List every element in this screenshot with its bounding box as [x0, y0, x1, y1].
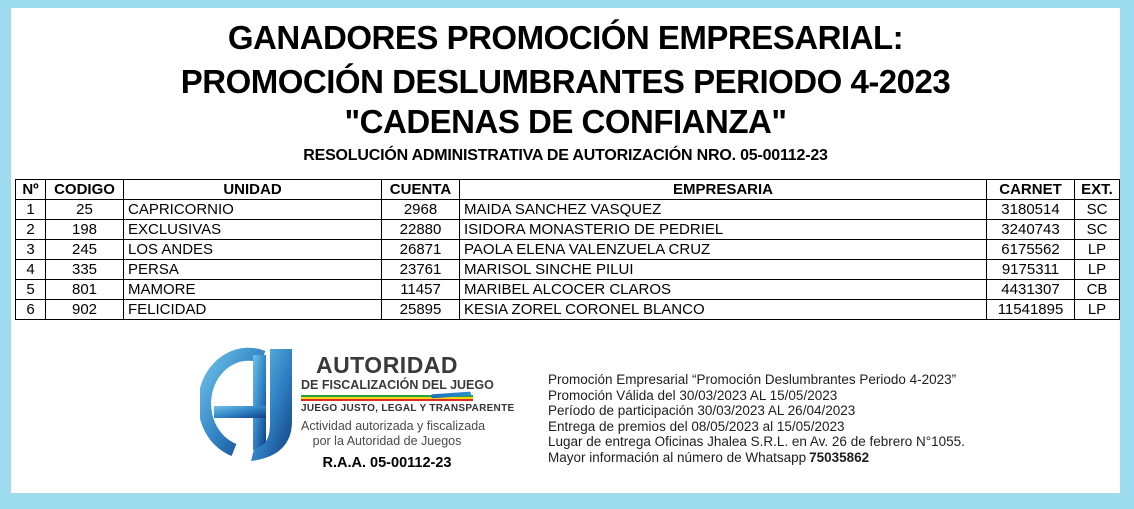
document-panel — [11, 8, 1120, 493]
table-row — [16, 280, 1120, 300]
cell-ext: SC — [1075, 200, 1120, 220]
regulator-subtitle: DE FISCALIZACIÓN DEL JUEGO — [301, 378, 494, 392]
cell-empresaria: MARIBEL ALCOCER CLAROS — [460, 280, 987, 300]
col-header-ext: EXT. — [1075, 180, 1120, 200]
raa-number: R.A.A. 05-00112-23 — [322, 455, 452, 471]
info-line-delivery-dates: Entrega de premios del 08/05/2023 al 15/05/2023 — [548, 418, 845, 434]
cell-carnet: 9175311 — [987, 260, 1075, 280]
whatsapp-label: Mayor información al número de Whatsapp — [548, 449, 807, 465]
cell-empresaria: MAIDA SANCHEZ VASQUEZ — [460, 200, 987, 220]
cell-ext: SC — [1075, 220, 1120, 240]
cell-ext: LP — [1075, 240, 1120, 260]
info-line-promo: Promoción Empresarial “Promoción Deslumbrantes Periodo 4-2023” — [548, 372, 957, 387]
cell-carnet: 3180514 — [987, 200, 1075, 220]
aj-monogram-icon — [200, 347, 306, 463]
table-row — [16, 200, 1120, 220]
authorized-line-1: Actividad autorizada y fiscalizada — [301, 419, 486, 433]
cell-unidad: MAMORE — [124, 280, 382, 300]
promo-subtitle: PROMOCIÓN DESLUMBRANTES PERIODO 4-2023 — [180, 63, 951, 100]
regulator-logo-text — [301, 352, 515, 471]
promo-info-block — [548, 372, 965, 466]
regulator-motto: JUEGO JUSTO, LEGAL Y TRANSPARENTE — [301, 403, 515, 414]
cell-unidad: FELICIDAD — [124, 300, 382, 320]
cell-ext: CB — [1075, 280, 1120, 300]
cell-nro: 4 — [16, 260, 46, 280]
cell-nro: 2 — [16, 220, 46, 240]
col-header-cuenta: CUENTA — [382, 180, 460, 200]
table-row — [16, 240, 1120, 260]
authorized-line-2: por la Autoridad de Juegos — [312, 434, 462, 448]
cell-empresaria: KESIA ZOREL CORONEL BLANCO — [460, 300, 987, 320]
cell-codigo: 198 — [46, 220, 124, 240]
promo-name: "CADENAS DE CONFIANZA" — [344, 103, 787, 140]
whatsapp-number: 75035862 — [809, 449, 870, 465]
col-header-nro: Nº — [16, 180, 46, 200]
cell-nro: 5 — [16, 280, 46, 300]
col-header-codigo: CODIGO — [46, 180, 124, 200]
info-line-delivery-place: Lugar de entrega Oficinas Jhalea S.R.L. en Av. 26 de febrero N°1055. — [548, 434, 965, 450]
col-header-unidad: UNIDAD — [124, 180, 382, 200]
info-line-participation: Período de participación 30/03/2023 AL 26/04/2023 — [548, 403, 856, 419]
cell-ext: LP — [1075, 300, 1120, 320]
cell-nro: 3 — [16, 240, 46, 260]
cell-carnet: 4431307 — [987, 280, 1075, 300]
cell-nro: 6 — [16, 300, 46, 320]
cell-codigo: 245 — [46, 240, 124, 260]
cell-carnet: 11541895 — [987, 300, 1075, 320]
cell-unidad: LOS ANDES — [124, 240, 382, 260]
cell-nro: 1 — [16, 200, 46, 220]
cell-codigo: 801 — [46, 280, 124, 300]
cell-cuenta: 23761 — [382, 260, 460, 280]
page-title: GANADORES PROMOCIÓN EMPRESARIAL: — [227, 19, 904, 56]
cell-unidad: PERSA — [124, 260, 382, 280]
cell-codigo: 25 — [46, 200, 124, 220]
cell-cuenta: 26871 — [382, 240, 460, 260]
cell-cuenta: 22880 — [382, 220, 460, 240]
cell-empresaria: PAOLA ELENA VALENZUELA CRUZ — [460, 240, 987, 260]
cell-cuenta: 25895 — [382, 300, 460, 320]
info-line-whatsapp — [548, 450, 965, 466]
cell-codigo: 902 — [46, 300, 124, 320]
col-header-empresaria: EMPRESARIA — [460, 180, 987, 200]
regulator-name: AUTORIDAD — [315, 352, 459, 378]
table-header-row — [16, 180, 1120, 200]
cell-carnet: 3240743 — [987, 220, 1075, 240]
cell-unidad: EXCLUSIVAS — [124, 220, 382, 240]
table-row — [16, 300, 1120, 320]
cell-empresaria: ISIDORA MONASTERIO DE PEDRIEL — [460, 220, 987, 240]
table-row — [16, 260, 1120, 280]
table-row — [16, 220, 1120, 240]
winners-table — [15, 179, 1120, 320]
cell-empresaria: MARISOL SINCHE PILUI — [460, 260, 987, 280]
info-line-validity: Promoción Válida del 30/03/2023 AL 15/05/2023 — [548, 387, 838, 403]
col-header-carnet: CARNET — [987, 180, 1075, 200]
cell-cuenta: 11457 — [382, 280, 460, 300]
resolution-line: RESOLUCIÓN ADMINISTRATIVA DE AUTORIZACIÓN NRO. 05-00112-23 — [303, 147, 828, 164]
cell-ext: LP — [1075, 260, 1120, 280]
cell-cuenta: 2968 — [382, 200, 460, 220]
cell-unidad: CAPRICORNIO — [124, 200, 382, 220]
flag-stripe — [301, 395, 473, 401]
cell-codigo: 335 — [46, 260, 124, 280]
cell-carnet: 6175562 — [987, 240, 1075, 260]
